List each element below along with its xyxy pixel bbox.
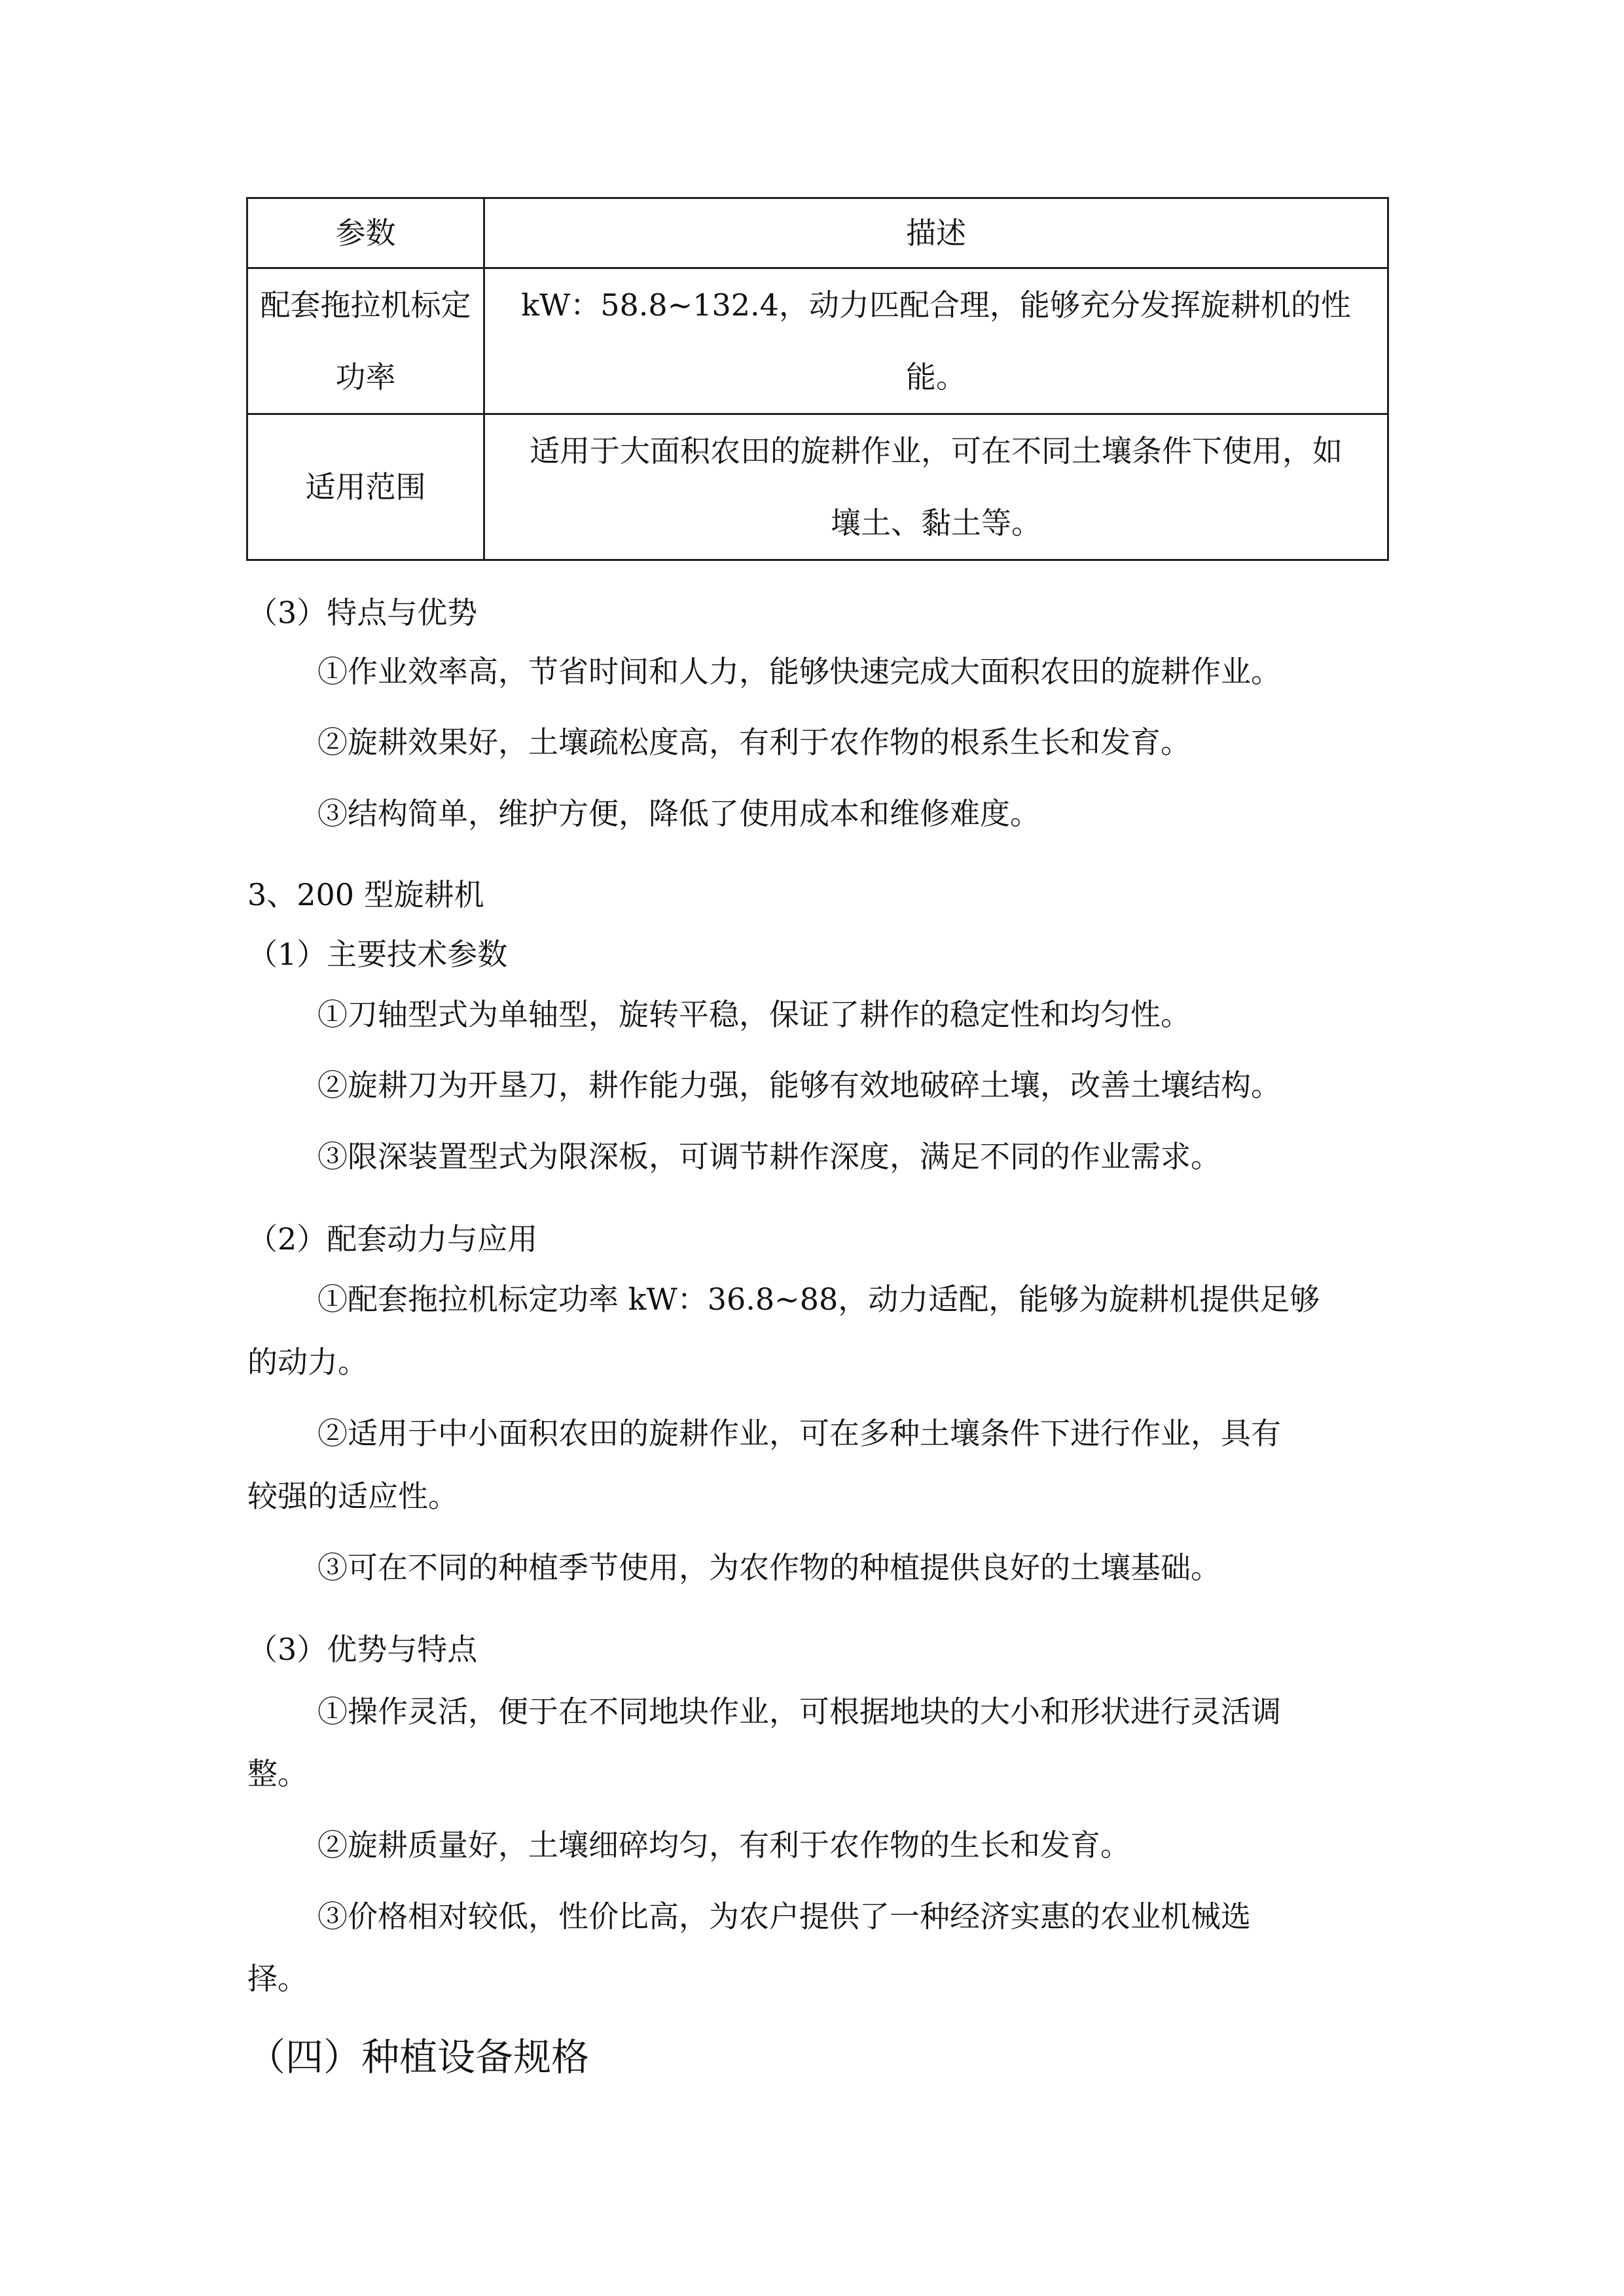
params-heading: （1）主要技术参数 — [247, 937, 508, 972]
spec-table — [246, 197, 1389, 561]
row-desc-line: 适用于大面积农田的旋耕作业，可在不同土壤条件下使用，如 — [530, 433, 1343, 469]
row-desc — [484, 268, 1388, 414]
header-param: 参数 — [247, 198, 484, 268]
row-param — [247, 268, 484, 414]
table-row — [247, 414, 1388, 560]
advantages-item-line: ③价格相对较低，性价比高，为农户提供了一种经济实惠的农业机械选 — [317, 1899, 1251, 1934]
model-200-heading: 3、200 型旋耕机 — [247, 877, 484, 912]
power-item-line: ①配套拖拉机标定功率 kW：36.8~88，动力适配，能够为旋耕机提供足够 — [317, 1282, 1320, 1317]
row-desc — [484, 414, 1388, 560]
header-desc: 描述 — [484, 198, 1388, 268]
section-four-heading: （四）种植设备规格 — [247, 2035, 590, 2079]
advantages-item-line: 择。 — [247, 1961, 308, 1996]
power-item-line: ③可在不同的种植季节使用，为农作物的种植提供良好的土壤基础。 — [317, 1550, 1221, 1585]
power-item-line: 较强的适应性。 — [247, 1479, 458, 1514]
features-item: ③结构简单，维护方便，降低了使用成本和维修难度。 — [317, 796, 1040, 831]
row-param-line: 功率 — [335, 359, 396, 395]
power-item-line: 的动力。 — [247, 1344, 368, 1380]
advantages-item-line: ②旋耕质量好，土壤细碎均匀，有利于农作物的生长和发育。 — [317, 1827, 1130, 1863]
table-row — [247, 268, 1388, 414]
advantages-heading: （3）优势与特点 — [247, 1632, 478, 1667]
row-desc-line: kW：58.8~132.4，动力匹配合理，能够充分发挥旋耕机的性 — [521, 287, 1351, 323]
advantages-item-line: ①操作灵活，便于在不同地块作业，可根据地块的大小和形状进行灵活调 — [317, 1694, 1281, 1729]
row-desc-line: 能。 — [906, 359, 966, 395]
power-heading: （2）配套动力与应用 — [247, 1221, 538, 1257]
row-param — [247, 414, 484, 560]
table-header-row — [247, 198, 1388, 268]
features-item: ①作业效率高，节省时间和人力，能够快速完成大面积农田的旋耕作业。 — [317, 654, 1281, 689]
params-item: ③限深装置型式为限深板，可调节耕作深度，满足不同的作业需求。 — [317, 1139, 1221, 1174]
advantages-item-line: 整。 — [247, 1756, 308, 1791]
row-param-line: 适用范围 — [305, 469, 426, 505]
features-heading: （3）特点与优势 — [247, 595, 478, 630]
row-desc-line: 壤土、黏土等。 — [831, 505, 1041, 541]
features-item: ②旋耕效果好，土壤疏松度高，有利于农作物的根系生长和发育。 — [317, 725, 1191, 760]
params-item: ①刀轴型式为单轴型，旋转平稳，保证了耕作的稳定性和均匀性。 — [317, 997, 1191, 1032]
params-item: ②旋耕刀为开垦刀，耕作能力强，能够有效地破碎土壤，改善土壤结构。 — [317, 1067, 1281, 1103]
row-param-line: 配套拖拉机标定 — [260, 287, 471, 323]
power-item-line: ②适用于中小面积农田的旋耕作业，可在多种土壤条件下进行作业，具有 — [317, 1416, 1281, 1451]
